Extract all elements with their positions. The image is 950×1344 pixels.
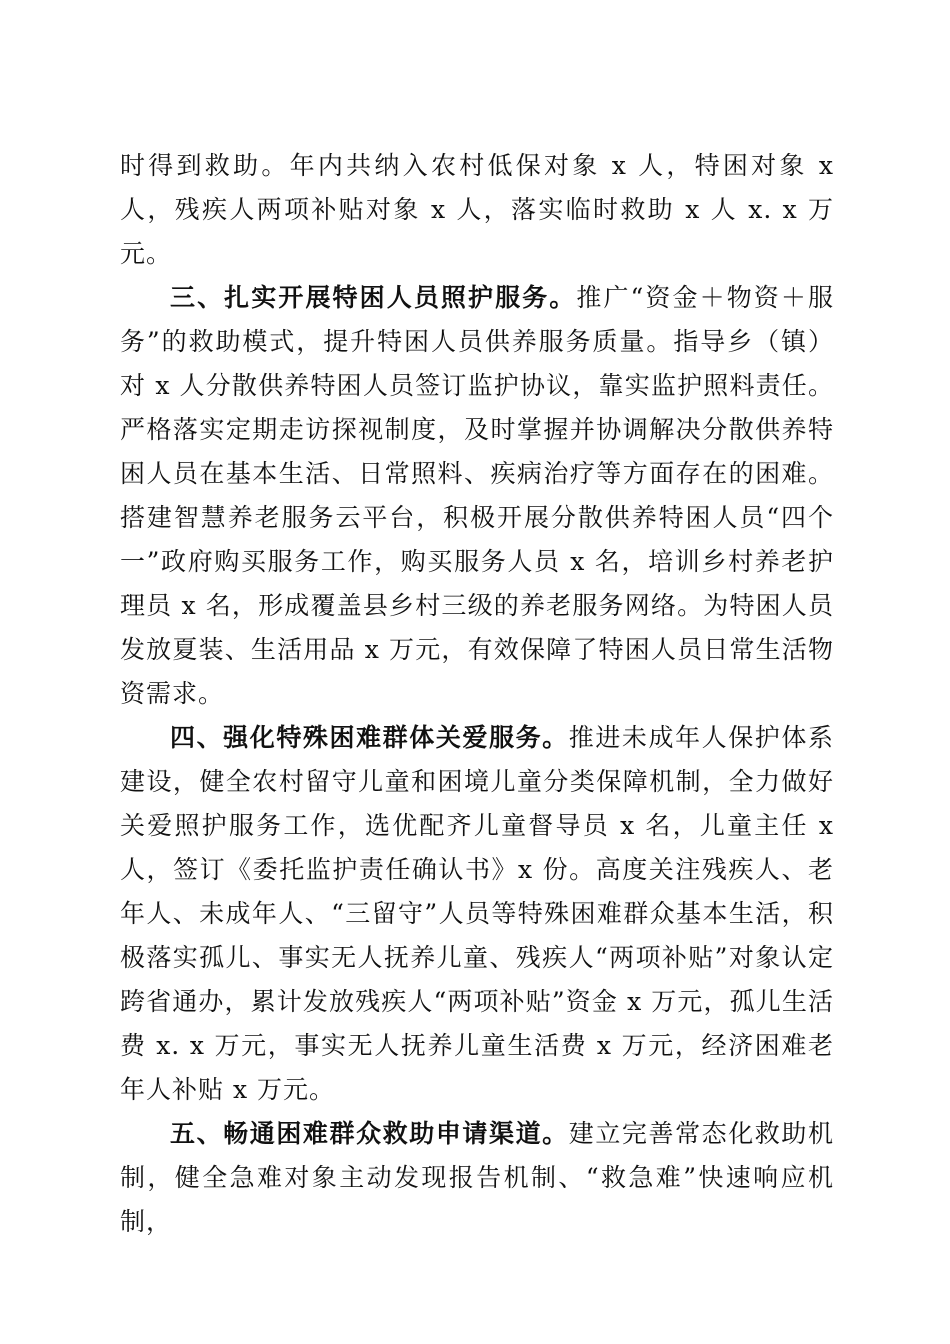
paragraph-4 — [120, 1112, 834, 1244]
section-heading-4: 四、强化特殊困难群体关爱服务。 — [170, 723, 569, 752]
paragraph-2-text: 推广“资金＋物资＋服务”的救助模式，提升特困人员供养服务质量。指导乡（镇）对 x 人分散供养特困人员签订监护协议，靠实监护照料责任。严格落实定期走访探视制度，及时掌握并协调解决分散供养特困人员在基本生活、日常照料、疾病治疗等方面存在的困难。搭建智慧养老服务云平台，积极开展分散供养特困人员“四个一”政府购买服务工作，购买服务人员 x 名，培训乡村养老护理员 x 名，形成覆盖县乡村三级的养老服务网络。为特困人员发放夏装、生活用品 x 万元，有效保障了特困人员日常生活物资需求。 — [120, 283, 834, 708]
paragraph-2 — [120, 276, 834, 716]
paragraph-3-text: 推进未成年人保护体系建设，健全农村留守儿童和困境儿童分类保障机制，全力做好关爱照护服务工作，选优配齐儿童督导员 x 名，儿童主任 x 人，签订《委托监护责任确认书》x 份。高度关注残疾人、老年人、未成年人、“三留守”人员等特殊困难群众基本生活，积极落实孤儿、事实无人抚养儿童、残疾人“两项补贴”对象认定跨省通办，累计发放残疾人“两项补贴”资金 x 万元，孤儿生活费 x. x 万元，事实无人抚养儿童生活费 x 万元，经济困难老年人补贴 x 万元。 — [120, 723, 834, 1104]
paragraph-4-text: 建立完善常态化救助机制，健全急难对象主动发现报告机制、“救急难”快速响应机制， — [120, 1119, 834, 1236]
section-heading-3: 三、扎实开展特困人员照护服务。 — [170, 283, 577, 312]
section-heading-5: 五、畅通困难群众救助申请渠道。 — [170, 1119, 569, 1148]
paragraph-1-text: 时得到救助。年内共纳入农村低保对象 x 人，特困对象 x 人，残疾人两项补贴对象 x 人，落实临时救助 x 人 x. x 万元。 — [120, 151, 834, 268]
document-body — [120, 144, 834, 1244]
paragraph-1 — [120, 144, 834, 276]
paragraph-3 — [120, 716, 834, 1112]
